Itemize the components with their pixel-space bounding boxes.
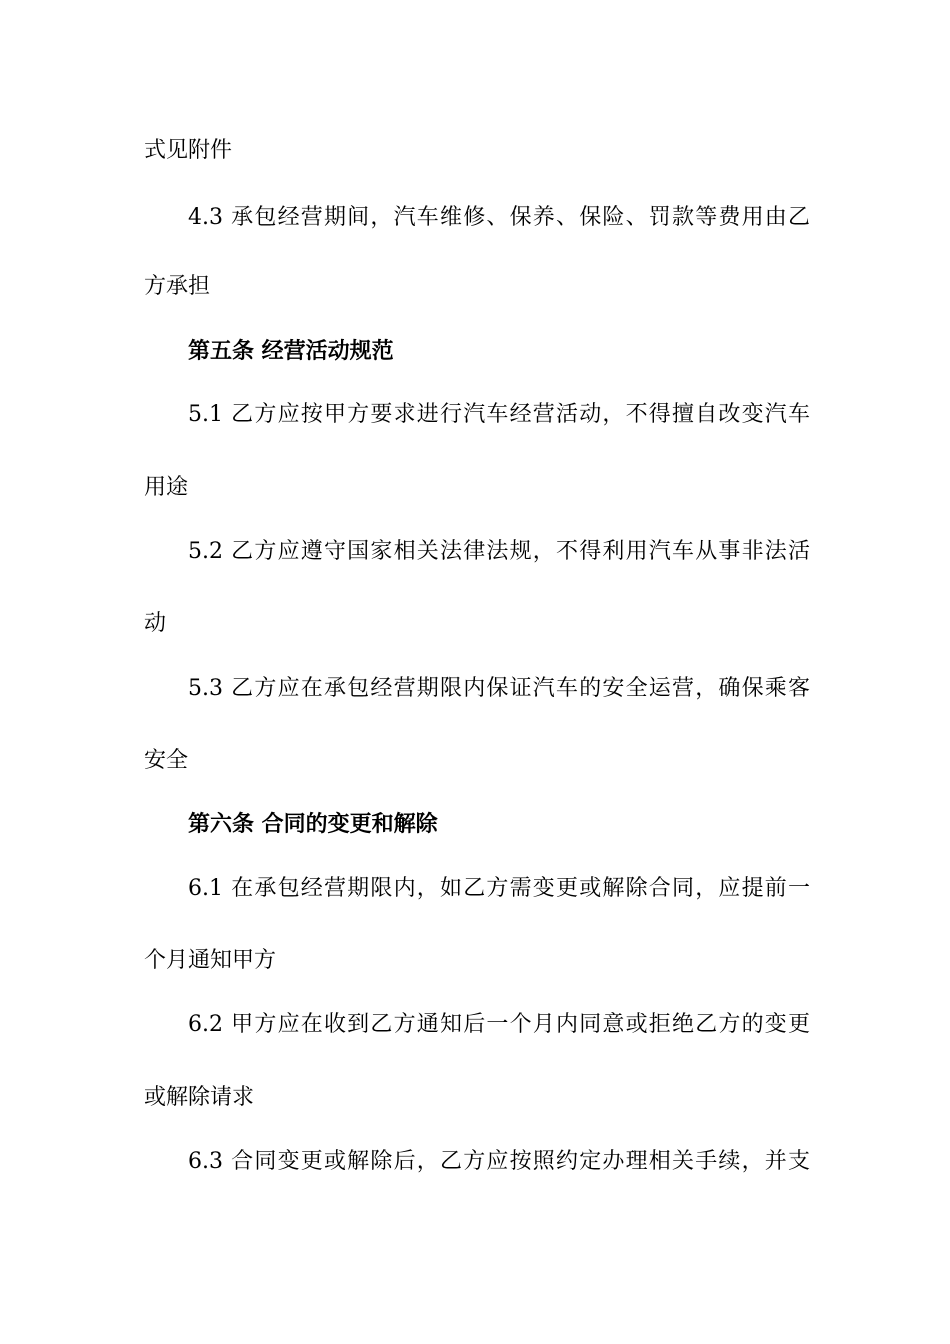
text-line: 方承担 <box>144 274 211 299</box>
text-line: 或解除请求 <box>144 1085 255 1110</box>
text-line: 式见附件 <box>144 138 233 163</box>
text-line: 用途 <box>144 475 189 500</box>
article-6-heading: 第六条 合同的变更和解除 <box>188 812 438 837</box>
text-line: 动 <box>144 611 167 636</box>
clause-6-1: 6.1 在承包经营期限内，如乙方需变更或解除合同，应提前一 <box>188 876 810 901</box>
article-5-heading: 第五条 经营活动规范 <box>188 339 394 364</box>
clause-5-3: 5.3 乙方应在承包经营期限内保证汽车的安全运营，确保乘客 <box>188 676 810 701</box>
clause-5-1: 5.1 乙方应按甲方要求进行汽车经营活动，不得擅自改变汽车 <box>188 402 810 427</box>
clause-6-3: 6.3 合同变更或解除后，乙方应按照约定办理相关手续，并支 <box>188 1149 810 1174</box>
text-line: 个月通知甲方 <box>144 948 277 973</box>
clause-4-3: 4.3 承包经营期间，汽车维修、保养、保险、罚款等费用由乙 <box>188 205 810 230</box>
clause-5-2: 5.2 乙方应遵守国家相关法律法规，不得利用汽车从事非法活 <box>188 539 810 564</box>
text-line: 安全 <box>144 748 189 773</box>
clause-6-2: 6.2 甲方应在收到乙方通知后一个月内同意或拒绝乙方的变更 <box>188 1012 810 1037</box>
